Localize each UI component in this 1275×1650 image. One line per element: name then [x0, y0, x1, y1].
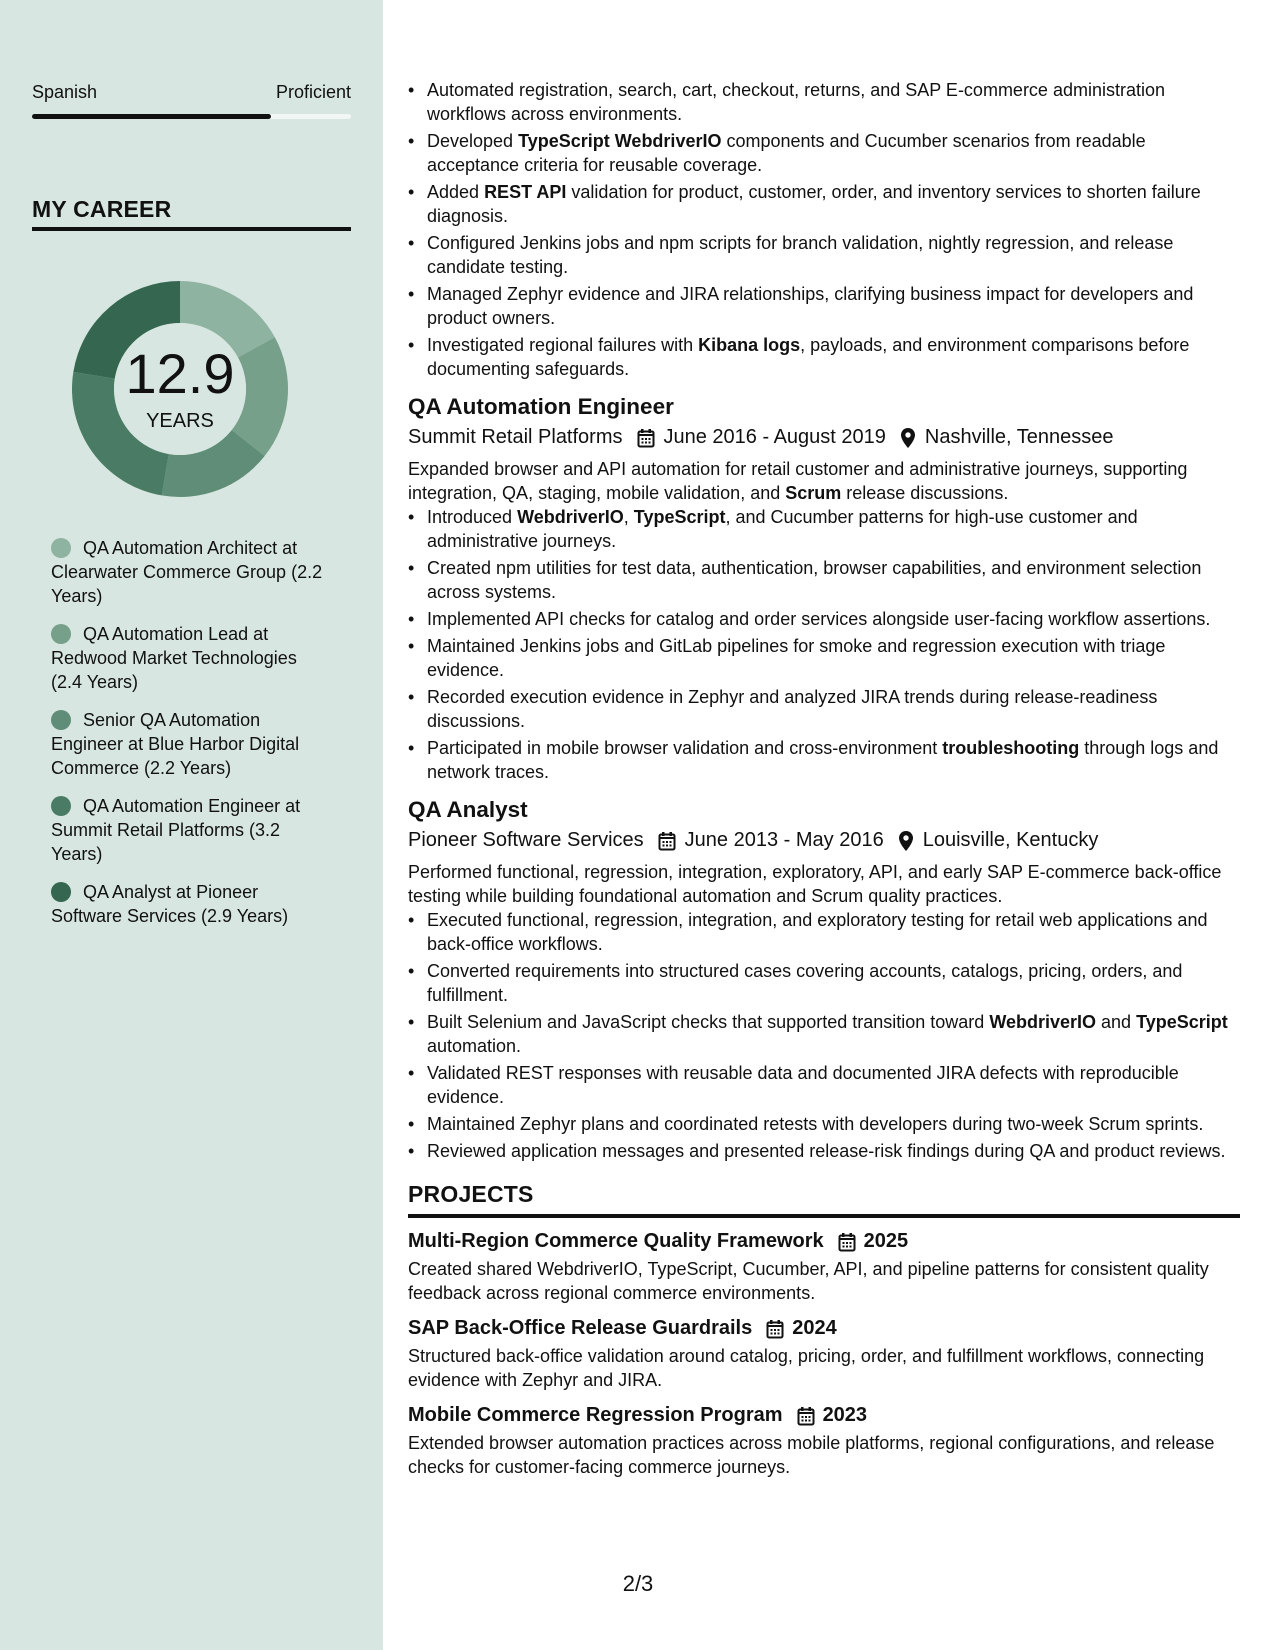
- text-run: Recorded execution evidence in Zephyr and analyzed JIRA trends during release-readiness discussions.: [427, 687, 1158, 731]
- job-bullet: [408, 1061, 1240, 1109]
- project-year: 2025: [863, 1230, 909, 1252]
- text-run: Maintained Zephyr plans and coordinated retests with developers during two-week Scrum sprints.: [427, 1114, 1204, 1134]
- legend-dot: [51, 882, 71, 902]
- map-pin-icon: [898, 830, 914, 852]
- job-dates: June 2013 - May 2016: [684, 829, 884, 851]
- text-run: Executed functional, regression, integration, and exploratory testing for retail web applications and back-office workflows.: [427, 910, 1208, 954]
- job-meta: [408, 426, 1240, 449]
- text-run: ,: [623, 507, 634, 527]
- project-title-row: [408, 1230, 1240, 1253]
- experience-bullet: [408, 129, 1240, 177]
- job-location: Nashville, Tennessee: [924, 426, 1114, 448]
- job-bullet: [408, 736, 1240, 784]
- text-run: Performed functional, regression, integration, exploratory, API, and early SAP E-commerce back-office testing while building foundational automation and Scrum quality practices.: [408, 862, 1222, 906]
- text-run: Configured Jenkins jobs and npm scripts for branch validation, nightly regression, and release candidate testing.: [427, 233, 1174, 277]
- job-location: Louisville, Kentucky: [922, 829, 1099, 851]
- project-title-row: [408, 1404, 1240, 1427]
- main-content: [408, 78, 1240, 1479]
- legend-dot: [51, 796, 71, 816]
- career-legend-item: [51, 880, 326, 928]
- language-name: Spanish: [32, 82, 98, 102]
- career-title-rule: [32, 227, 351, 231]
- text-run: Built Selenium and JavaScript checks that supported transition toward: [427, 1012, 990, 1032]
- text-run: Introduced: [427, 507, 518, 527]
- bold-text: WebdriverIO: [989, 1012, 1097, 1032]
- experience-bullet: [408, 78, 1240, 126]
- career-section-title: MY CAREER: [32, 196, 172, 222]
- projects-heading: PROJECTS: [408, 1181, 534, 1207]
- job-bullet: [408, 685, 1240, 733]
- text-run: Participated in mobile browser validation and cross-environment: [427, 738, 943, 758]
- job-summary: [408, 457, 1240, 505]
- job-title: QA Automation Engineer: [408, 394, 674, 419]
- calendar-icon: [797, 1406, 815, 1426]
- bold-text: WebdriverIO: [517, 507, 624, 527]
- legend-dot: [51, 624, 71, 644]
- legend-dot: [51, 538, 71, 558]
- calendar-icon: [658, 831, 676, 851]
- project-year: 2023: [822, 1404, 868, 1426]
- language-proficiency-fill: [32, 114, 271, 119]
- language-level: Proficient: [275, 82, 351, 102]
- experience-list: [408, 394, 1240, 1163]
- text-run: Implemented API checks for catalog and order services alongside user-facing workflow assertions.: [427, 609, 1211, 629]
- job-bullet: [408, 505, 1240, 553]
- career-legend-item: [51, 708, 326, 780]
- text-run: Expanded browser and API automation for retail customer and administrative journeys, supporting integration, QA, staging, mobile validation, and: [408, 459, 1188, 503]
- language-proficiency-bar: [32, 114, 351, 119]
- experience-bullet: [408, 333, 1240, 381]
- text-run: validation for product, customer, order, and inventory services to shorten failure diagnosis.: [427, 182, 1201, 226]
- legend-label: QA Automation Lead at Redwood Market Technologies (2.4 Years): [51, 624, 297, 692]
- text-run: automation.: [427, 1036, 522, 1056]
- bold-text: Scrum: [785, 483, 842, 503]
- legend-label: QA Automation Engineer at Summit Retail Platforms (3.2 Years): [51, 796, 301, 864]
- project-description: Structured back-office validation around catalog, pricing, order, and fulfillment workflows, connecting evidence with Zephyr and JIRA.: [408, 1346, 1205, 1390]
- text-run: through logs and network traces.: [427, 738, 1219, 782]
- text-run: components and Cucumber scenarios from readable acceptance criteria for reusable coverage.: [427, 131, 1146, 175]
- text-run: Automated registration, search, cart, checkout, returns, and SAP E-commerce administration workflows across environments.: [427, 80, 1165, 124]
- text-run: and: [1096, 1012, 1137, 1032]
- text-run: Maintained Jenkins jobs and GitLab pipelines for smoke and regression execution with triage evidence.: [427, 636, 1166, 680]
- career-legend-item: [51, 794, 326, 866]
- project-title: Mobile Commerce Regression Program: [408, 1404, 783, 1426]
- text-run: Investigated regional failures with: [427, 335, 699, 355]
- experience-bullet: [408, 180, 1240, 228]
- bold-text: Kibana logs: [698, 335, 801, 355]
- calendar-icon: [766, 1319, 784, 1339]
- project-title-row: [408, 1317, 1240, 1340]
- bold-text: troubleshooting: [942, 738, 1080, 758]
- job-title: QA Analyst: [408, 797, 528, 822]
- project-title: Multi-Region Commerce Quality Framework: [408, 1230, 824, 1252]
- project-description: Extended browser automation practices across mobile platforms, regional configurations, and release checks for customer-facing commerce journeys.: [408, 1433, 1215, 1477]
- career-legend-item: [51, 622, 326, 694]
- legend-label: QA Analyst at Pioneer Software Services (2.9 Years): [51, 882, 289, 926]
- legend-dot: [51, 710, 71, 730]
- text-run: Developed: [427, 131, 519, 151]
- bold-text: REST API: [484, 182, 567, 202]
- legend-label: Senior QA Automation Engineer at Blue Harbor Digital Commerce (2.2 Years): [51, 710, 300, 778]
- project-description: Created shared WebdriverIO, TypeScript, Cucumber, API, and pipeline patterns for consistent quality feedback across regional commerce environments.: [408, 1259, 1209, 1303]
- bold-text: TypeScript: [1136, 1012, 1228, 1032]
- text-run: , and Cucumber patterns for high-use customer and administrative journeys.: [427, 507, 1138, 551]
- legend-label: QA Automation Architect at Clearwater Commerce Group (2.2 Years): [51, 538, 323, 606]
- job-dates: June 2016 - August 2019: [663, 426, 886, 448]
- map-pin-icon: [900, 427, 916, 449]
- job-bullet: [408, 1010, 1240, 1058]
- text-run: Created npm utilities for test data, authentication, browser capabilities, and environment selection across systems.: [427, 558, 1202, 602]
- projects-list: [408, 1230, 1240, 1479]
- job-company: Pioneer Software Services: [408, 829, 644, 851]
- text-run: Managed Zephyr evidence and JIRA relationships, clarifying business impact for developers and product owners.: [427, 284, 1194, 328]
- project-year: 2024: [792, 1317, 837, 1339]
- career-legend: [51, 536, 326, 942]
- text-run: , payloads, and environment comparisons before documenting safeguards.: [427, 335, 1190, 379]
- bold-text: TypeScript WebdriverIO: [518, 131, 722, 151]
- project-title: SAP Back-Office Release Guardrails: [408, 1317, 753, 1339]
- career-legend-item: [51, 536, 326, 608]
- job-bullet: [408, 1139, 1240, 1163]
- job-bullets: [408, 908, 1240, 1163]
- job-bullet: [408, 607, 1240, 631]
- job-company: Summit Retail Platforms: [408, 426, 623, 448]
- job-bullet: [408, 634, 1240, 682]
- career-total-years: 12.9: [125, 342, 235, 405]
- language-row: [32, 82, 351, 103]
- job-bullets: [408, 505, 1240, 784]
- projects-rule: [408, 1214, 1240, 1218]
- calendar-icon: [637, 428, 655, 448]
- job-bullet: [408, 556, 1240, 604]
- text-run: Added: [427, 182, 485, 202]
- job-summary: [408, 860, 1240, 908]
- calendar-icon: [838, 1232, 856, 1252]
- text-run: Converted requirements into structured cases covering accounts, catalogs, pricing, orders, and fulfillment.: [427, 961, 1183, 1005]
- text-run: release discussions.: [841, 483, 1009, 503]
- text-run: Reviewed application messages and presented release-risk findings during QA and product reviews.: [427, 1141, 1226, 1161]
- job-meta: [408, 829, 1240, 852]
- experience-bullet: [408, 231, 1240, 279]
- bold-text: TypeScript: [633, 507, 726, 527]
- experience-bullet: [408, 282, 1240, 330]
- text-run: Validated REST responses with reusable data and documented JIRA defects with reproducible evidence.: [427, 1063, 1179, 1107]
- page-number: 2/3: [622, 1571, 654, 1596]
- experience-bullets-continued: [408, 78, 1240, 381]
- job-bullet: [408, 959, 1240, 1007]
- career-years-unit: YEARS: [146, 410, 214, 432]
- job-bullet: [408, 908, 1240, 956]
- job-bullet: [408, 1112, 1240, 1136]
